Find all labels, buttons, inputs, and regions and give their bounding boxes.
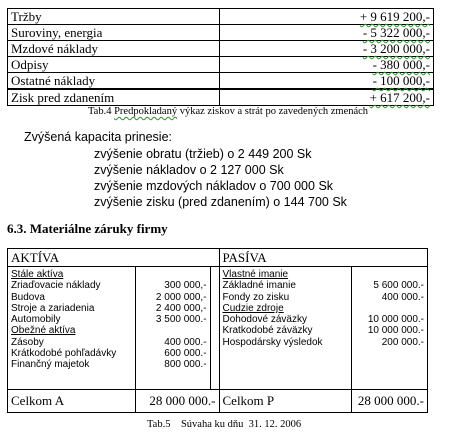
balance-item-label: Zriaďovacie náklady — [11, 280, 101, 292]
income-value-text: - 100 000,- — [372, 73, 430, 88]
balance-group-heading: Vlastné imanie — [222, 269, 289, 280]
aktiva-spacer — [210, 267, 219, 390]
balance-item-value: 200 000.- — [381, 336, 424, 348]
income-statement-table — [7, 8, 434, 106]
income-row — [8, 25, 434, 41]
balance-item-value: 10 000 000.- — [367, 314, 424, 326]
balance-item-label: Finančný majetok — [11, 359, 90, 371]
balance-item-value: 400 000.- — [381, 291, 424, 303]
income-row-label: Tržby — [8, 9, 220, 25]
balance-group-heading: Obežné aktíva — [11, 325, 76, 337]
balance-item-value: 5 600 000.- — [373, 280, 424, 292]
balance-item-value — [139, 269, 207, 280]
balance-item-label: Hospodársky výsledok — [222, 336, 323, 348]
aktiva-header: AKTÍVA — [8, 249, 220, 267]
income-row-label: Suroviny, energia — [8, 25, 220, 41]
balance-item-label: Stroje a zariadenia — [11, 302, 95, 314]
balance-item-value — [355, 269, 424, 280]
income-row-value — [220, 41, 434, 57]
income-row — [8, 73, 434, 90]
income-row-label: Ostatné náklady — [8, 73, 220, 90]
balance-item-label: Automobily — [11, 314, 61, 326]
income-value-text: + 617 200,- — [369, 90, 430, 105]
balance-group-heading: Cudzie zdroje — [222, 302, 284, 314]
total-pasiva-value: 28 000 000.- — [352, 390, 428, 413]
income-row-value — [220, 89, 434, 106]
total-pasiva-label: Celkom P — [219, 390, 352, 413]
balance-item-value: 2 400 000,- — [155, 302, 207, 314]
income-row — [8, 41, 434, 57]
caption-prefix: Tab.4 — [88, 106, 112, 117]
balance-item-label: Dohodové záväzky — [222, 314, 307, 326]
income-row-value — [220, 73, 434, 90]
section-title: 6.3. Materiálne záruky firmy — [7, 221, 168, 236]
income-row — [8, 89, 434, 106]
balance-item-label: Kratkodobé záväzky — [222, 325, 313, 337]
capacity-intro: Zvýšená kapacita prinesie: — [24, 130, 172, 144]
balance-item-value: 10 000 000.- — [367, 325, 424, 337]
capacity-item: zvýšenie obratu (tržieb) o 2 449 200 Sk — [94, 147, 312, 161]
income-value-text: + 9 619 200,- — [359, 9, 430, 24]
income-row — [8, 57, 434, 73]
income-row-value — [220, 9, 434, 25]
pasiva-labels — [219, 267, 352, 390]
income-row-value — [220, 57, 434, 73]
capacity-item: zvýšenie mzdových nákladov o 700 000 Sk — [94, 179, 334, 193]
balance-item-value: 300 000,- — [164, 280, 207, 292]
balance-item-value — [355, 303, 424, 314]
balance-item-value — [139, 325, 207, 336]
income-statement-body — [8, 9, 434, 106]
income-row-value — [220, 25, 434, 41]
pasiva-values — [352, 267, 428, 390]
balance-item-value: 2 000 000,- — [155, 291, 207, 303]
balance-table-caption: Tab.5 Súvaha ku dňu 31. 12. 2006 — [147, 419, 302, 430]
income-row — [8, 9, 434, 25]
caption-marked-word: Predpokladaný — [114, 106, 178, 117]
income-row-label: Odpisy — [8, 57, 220, 73]
balance-item-label: Krátkodobé pohľadávky — [11, 348, 117, 360]
aktiva-labels — [8, 267, 136, 390]
pasiva-header: PASÍVA — [219, 249, 428, 267]
total-aktiva-label: Celkom A — [8, 390, 136, 413]
caption-rest: výkaz ziskov a strát po zavedených zmenách — [179, 106, 369, 117]
capacity-item: zvýšenie zisku (pred zdanením) o 144 700 Sk — [94, 195, 347, 209]
income-table-caption — [88, 106, 368, 117]
balance-item-value: 3 500 000.- — [155, 314, 207, 326]
capacity-item: zvýšenie nákladov o 2 127 000 Sk — [94, 163, 284, 177]
balance-sheet-table — [7, 248, 428, 413]
income-value-text: - 380 000,- — [372, 57, 430, 72]
aktiva-values — [135, 267, 210, 390]
balance-item-value: 800 000.- — [164, 359, 207, 371]
balance-group-heading: Stále aktíva — [11, 269, 64, 280]
balance-item-value: 600 000.- — [164, 348, 207, 360]
income-value-text: - 5 322 000,- — [362, 25, 430, 40]
balance-item-label: Fondy zo zisku — [222, 291, 290, 303]
balance-item-label: Zásoby — [11, 336, 44, 348]
total-aktiva-value: 28 000 000.- — [135, 390, 219, 413]
balance-item-value: 400 000.- — [164, 336, 207, 348]
income-row-label: Mzdové náklady — [8, 41, 220, 57]
income-row-label: Zisk pred zdanením — [8, 89, 220, 106]
balance-item-label: Základné imanie — [222, 280, 296, 292]
income-value-text: - 3 200 000,- — [362, 41, 430, 56]
balance-item-label: Budova — [11, 291, 45, 303]
